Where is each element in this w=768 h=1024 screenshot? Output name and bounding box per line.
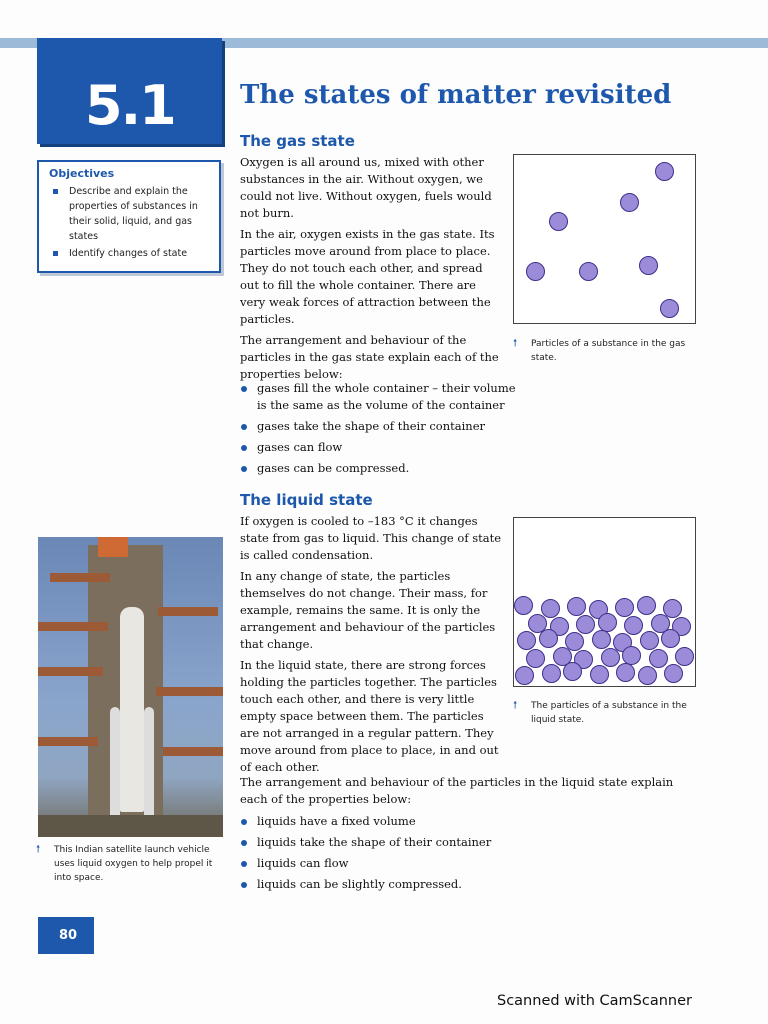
tower-arm: [38, 667, 103, 676]
liquid-paragraph: In the liquid state, there are strong forces holding the particles together. The particles touch each other, and there is very little empty space between them. The particles are not arranged in a regular pattern. They move around from place to place, in and out of each other.: [240, 658, 499, 774]
gas-particle: [655, 162, 674, 181]
page-number: 80: [38, 917, 94, 954]
scanner-watermark: Scanned with CamScanner: [497, 993, 693, 1009]
objectives-title: Objectives: [49, 167, 115, 180]
liquid-particle: [661, 629, 680, 648]
list-item: gases take the shape of their container: [240, 418, 520, 435]
gas-properties-list: [240, 380, 520, 481]
launch-vehicle-photo: [38, 537, 223, 837]
liquid-particle: [615, 598, 634, 617]
liquid-particle: [664, 664, 683, 683]
gas-heading: The gas state: [240, 132, 355, 150]
section-number: 5.1: [85, 74, 175, 137]
liquid-particle: [563, 662, 582, 681]
liquid-particle: [637, 596, 656, 615]
liquid-particle: [649, 649, 668, 668]
tower-arm: [38, 737, 98, 746]
gas-diagram-caption: 🠕 Particles of a substance in the gas state.: [513, 338, 686, 363]
up-arrow-icon: 🠕: [513, 700, 518, 711]
list-item: liquids can flow: [240, 855, 660, 872]
tower-arm: [163, 747, 223, 756]
liquid-heading: The liquid state: [240, 491, 373, 509]
up-arrow-icon: 🠕: [513, 338, 518, 349]
gas-paragraph: In the air, oxygen exists in the gas state. Its particles move around from place to place. They do not touch each other, and spread out to fill the whole container. There are very weak forces of attraction between the particles.: [240, 227, 495, 326]
liquid-particle: [517, 631, 536, 650]
objective-item: Describe and explain the properties of substances in their solid, liquid, and gas states: [49, 184, 213, 244]
square-bullet-icon: [53, 251, 58, 256]
liquid-paragraph: If oxygen is cooled to –183 °C it changes state from gas to liquid. This change of state is called condensation.: [240, 514, 502, 562]
list-item: gases can flow: [240, 439, 520, 456]
liquid-particles-diagram: [513, 517, 696, 687]
list-item: gases can be compressed.: [240, 460, 520, 477]
tower-arm: [38, 622, 108, 631]
liquid-diagram-caption: 🠕 The particles of a substance in the liquid state.: [513, 700, 687, 725]
square-bullet-icon: [53, 189, 58, 194]
liquid-particle: [590, 665, 609, 684]
gas-paragraph: Oxygen is all around us, mixed with other substances in the air. Without oxygen, we could not live. Without oxygen, fuels would not burn.: [240, 155, 492, 220]
gas-particle: [526, 262, 545, 281]
liquid-particle: [592, 630, 611, 649]
liquid-particle: [598, 613, 617, 632]
section-number-box: [37, 38, 222, 144]
gas-paragraph: The arrangement and behaviour of the particles in the gas state explain each of the properties below:: [240, 333, 499, 381]
list-item: liquids can be slightly compressed.: [240, 876, 660, 893]
bullet-dot-icon: [241, 466, 247, 472]
gas-particle: [579, 262, 598, 281]
rocket-booster: [144, 707, 154, 817]
tower-arm: [158, 607, 218, 616]
gas-particle: [620, 193, 639, 212]
bullet-dot-icon: [241, 386, 247, 392]
liquid-intro: The arrangement and behaviour of the particles in the liquid state explain each of the properties below:: [240, 775, 674, 806]
liquid-particle: [638, 666, 657, 685]
liquid-particle: [526, 649, 545, 668]
liquid-body: [240, 513, 502, 780]
liquid-properties-list: [240, 813, 660, 897]
liquid-particle: [640, 631, 659, 650]
list-item: liquids take the shape of their container: [240, 834, 660, 851]
liquid-particle: [515, 666, 534, 685]
liquid-particle: [622, 646, 641, 665]
rocket-booster: [110, 707, 120, 817]
gas-body: [240, 154, 502, 387]
launch-pad: [38, 815, 223, 837]
liquid-particle: [601, 648, 620, 667]
bullet-dot-icon: [241, 861, 247, 867]
tower-top: [98, 537, 128, 557]
liquid-particle: [675, 647, 694, 666]
liquid-particle: [514, 596, 533, 615]
liquid-paragraph: In any change of state, the particles themselves do not change. Their mass, for example, remains the same. It is only the arrangement and behaviour of the particles that change.: [240, 569, 496, 651]
tower-arm: [156, 687, 223, 696]
list-item: liquids have a fixed volume: [240, 813, 660, 830]
list-item: gases fill the whole container – their volume is the same as the volume of the container: [240, 380, 520, 414]
bullet-dot-icon: [241, 840, 247, 846]
bullet-dot-icon: [241, 424, 247, 430]
bullet-dot-icon: [241, 882, 247, 888]
liquid-particle: [616, 663, 635, 682]
bullet-dot-icon: [241, 819, 247, 825]
objectives-box: [37, 160, 221, 273]
liquid-particle: [576, 615, 595, 634]
bullet-dot-icon: [241, 445, 247, 451]
tower-arm: [50, 573, 110, 582]
page-title: The states of matter revisited: [240, 80, 672, 110]
liquid-particle: [567, 597, 586, 616]
objectives-list: [49, 184, 213, 261]
liquid-particle: [624, 616, 643, 635]
up-arrow-icon: 🠕: [36, 844, 41, 855]
gas-particle: [660, 299, 679, 318]
gas-particles-diagram: [513, 154, 696, 324]
objective-item: Identify changes of state: [49, 246, 213, 261]
liquid-particle: [539, 629, 558, 648]
gas-particle: [549, 212, 568, 231]
liquid-particle: [542, 664, 561, 683]
gas-particle: [639, 256, 658, 275]
rocket: [120, 607, 144, 812]
photo-caption: 🠕 This Indian satellite launch vehicle uses liquid oxygen to help propel it into space.: [36, 844, 213, 883]
